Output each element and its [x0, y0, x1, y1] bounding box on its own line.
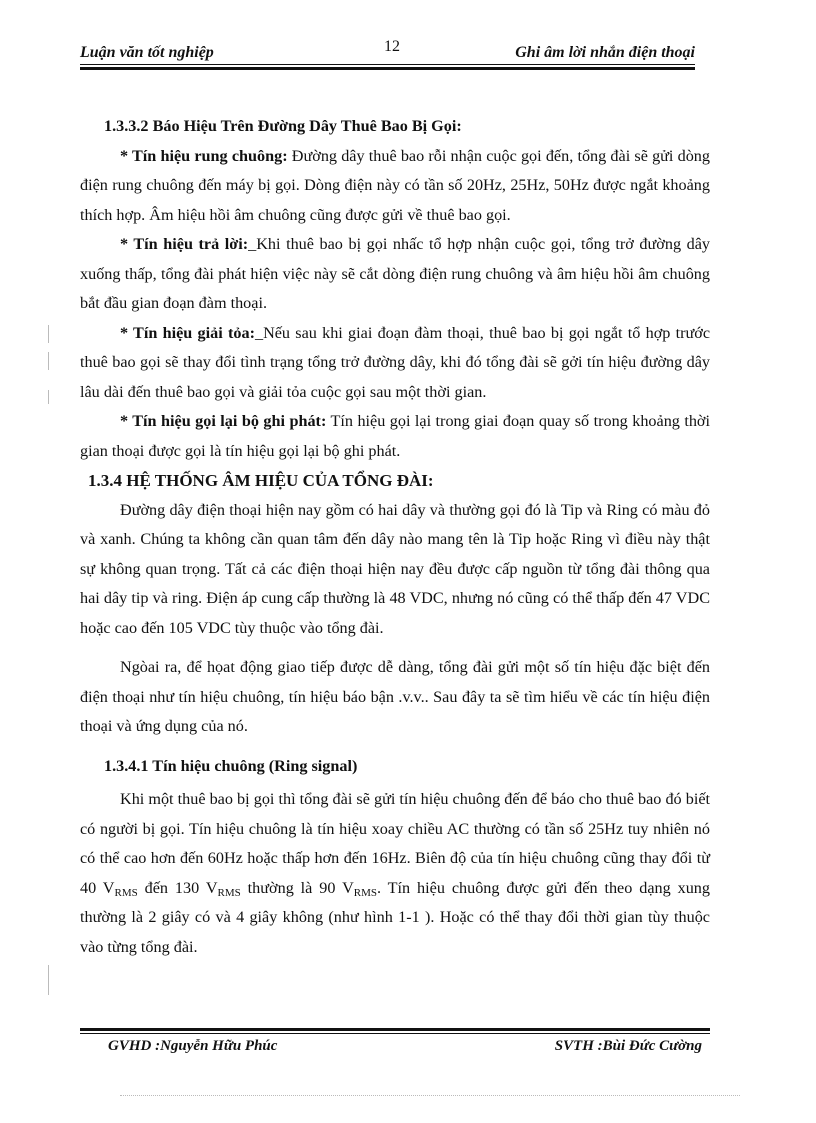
- label-recall-signal: * Tín hiệu gọi lại bộ ghi phát:: [120, 412, 327, 430]
- page-footer: [80, 1038, 710, 1062]
- paragraph-signals-intro: Ngòai ra, để họat động giao tiếp được dễ dàng, tổng đài gửi một số tín hiệu đặc biệt đến điện thoại như tín hiệu chuông, tín hiệu báo bận .v.v.. Sau đây ta sẽ tìm hiểu về các tín hiệu điện thoại và ứng dụng của nó.: [80, 658, 710, 735]
- text-release-signal: _Nếu sau khi giai đoạn đàm thoại, thuê bao bị gọi ngắt tổ hợp trước thuê bao gọi sẽ thay đổi tình trạng tổng trở đường dây, khi đó tổng đài sẽ gởi tín hiệu đường dây lâu dài đến thuê bao gọi và giải tỏa cuộc gọi sau một thời gian.: [80, 323, 711, 401]
- page-number: 12: [384, 38, 400, 55]
- scan-margin-mark: [48, 965, 49, 995]
- paragraph-line-wires: Đường dây điện thoại hiện nay gồm có hai dây và thường gọi đó là Tip và Ring có màu đỏ và xanh. Chúng ta không cần quan tâm đến dây nào mang tên là Tip hoặc Ring vì điều này thật sự không quan trọng. Tất cả các điện thoại hiện nay đều được cấp nguồn từ tổng đài thông qua hai dây tip và ring. Điện áp cung cấp thường là 48 VDC, nhưng nó cũng có thể thấp đến 47 VDC hoặc cao đến 105 VDC tùy thuộc vào tổng đài.: [80, 500, 710, 637]
- subscript-rms: RMS: [217, 886, 241, 899]
- text-recall-signal: Tín hiệu gọi lại trong giai đoạn quay số trong khoảng thời gian thoại được gọi là tín hiệu gọi lại bộ ghi phát.: [80, 412, 710, 460]
- footer-student: SVTH :Bùi Đức Cường: [554, 1038, 702, 1054]
- scan-margin-mark: [48, 325, 49, 343]
- paragraph-answer-signal: [80, 230, 710, 319]
- scan-margin-mark: [48, 390, 49, 404]
- subscript-rms: RMS: [353, 886, 378, 899]
- footer-advisor: GVHD :Nguyễn Hữu Phúc: [108, 1038, 278, 1054]
- heading-1-3-3-2: 1.3.3.2 Báo Hiệu Trên Đường Dây Thuê Bao Bị Gọi:: [104, 117, 462, 135]
- paragraph-release-signal: [80, 319, 710, 408]
- heading-1-3-4-1: 1.3.4.1 Tín hiệu chuông (Ring signal): [104, 756, 358, 775]
- header-rule-thin: [80, 64, 695, 65]
- scan-margin-mark: [48, 352, 49, 370]
- body-content: [80, 112, 710, 962]
- paragraph-ring-signal-detail: Khi một thuê bao bị gọi thì tổng đài sẽ gửi tín hiệu chuông đến để báo cho thuê bao đó biết có người bị gọi. Tín hiệu chuông là tín hiệu xoay chiều AC thường có tần số 25Hz tuy nhiên nó có thể cao hơn đến 60Hz hoặc thấp hơn đến 16Hz. Biên độ của tín hiệu chuông cũng thay đổi từ 40 $V_{RMS}$ đến 130 $V_{RMS}$ thường là 90 $V_{RMS}$. Tín hiệu chuông được gửi đến theo dạng xung thường là 2 giây có và 4 giây không (như hình 1-1 ). Hoặc có thể thay đổi thời gian tùy thuộc vào từng tổng đài.: [80, 790, 710, 956]
- subscript-rms: RMS: [114, 886, 138, 899]
- scan-noise-dots: [120, 1095, 740, 1100]
- label-answer-signal: * Tín hiệu trả lời:: [120, 235, 249, 253]
- footer-rule-thick: [80, 1028, 710, 1031]
- paragraph-recall-signal: [80, 407, 710, 466]
- header-rule-thick: [80, 67, 695, 70]
- header-topic-title: Ghi âm lời nhắn điện thoại: [515, 44, 695, 61]
- text-ring-signal: Đường dây thuê bao rỗi nhận cuộc gọi đến, tổng đài sẽ gửi dòng điện rung chuông đến máy bị gọi. Dòng điện này có tần số 20Hz, 25Hz, 50Hz được ngắt khoảng thích hợp. Âm hiệu hồi âm chuông cũng được gửi về thuê bao gọi.: [80, 146, 710, 224]
- heading-1-3-4: 1.3.4 HỆ THỐNG ÂM HIỆU CỦA TỔNG ĐÀI:: [88, 471, 434, 490]
- paragraph-ring-signal: [80, 142, 710, 231]
- text-answer-signal: _Khi thuê bao bị gọi nhấc tổ hợp nhận cuộc gọi, tổng trở đường dây xuống thấp, tổng đài phát hiện việc này sẽ cắt dòng điện rung chuông và âm hiệu hồi âm chuông bắt đầu gian đoạn đàm thoại.: [80, 235, 710, 312]
- label-release-signal: * Tín hiệu giải tỏa:: [120, 323, 255, 342]
- label-ring-signal: * Tín hiệu rung chuông:: [120, 146, 288, 165]
- header-thesis-title: Luận văn tốt nghiệp: [80, 44, 214, 61]
- footer-rule-thin: [80, 1033, 710, 1034]
